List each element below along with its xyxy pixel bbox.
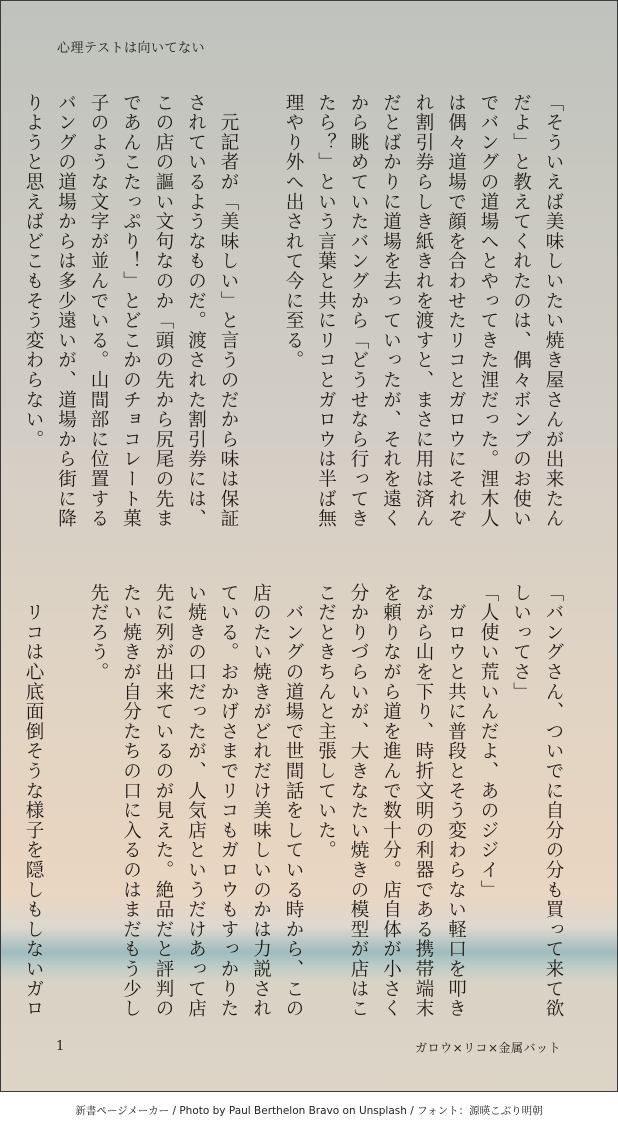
lower-text-column: ながら山を下り、時折文明の利器である携帯端末 — [413, 583, 434, 1019]
upper-text-column: たら？」という言葉と共にリコとガロウは半ば無 — [315, 93, 337, 529]
lower-text-column: ている。おかげさまでリコもガロウもすっかりた — [218, 583, 239, 1019]
lower-text-column: しいってさ」 — [510, 583, 532, 702]
lower-text-column: 「バングさん、ついでに自分の分も買って来て欲 — [543, 583, 564, 1019]
upper-text-column: でバングの道場へとやってきた浬だった。浬木人 — [478, 93, 499, 529]
upper-text-column: りようと思えばどこもそう変わらない。 — [23, 93, 44, 450]
upper-text-column: この店の謳い文句なのか「頭の先から尻尾の先ま — [153, 93, 174, 529]
upper-text-column: 「そういえば美味しいたい焼き屋さんが出来たん — [543, 93, 564, 529]
lower-text-column: 先だろう。 — [88, 583, 109, 682]
lower-text-column: たい焼きが自分たちの口に入るのはまだもう少し — [120, 583, 142, 1019]
upper-text-column: は偶々道場で顔を合わせたリコとガロウにそれぞ — [445, 93, 467, 529]
upper-text-column: であんこたっぷり！」とどこかのチョコレート菓 — [120, 93, 142, 529]
text-block-upper — [17, 93, 570, 533]
lower-text-column: 店のたい焼きがどれだけ美味しいのかは力説され — [250, 583, 272, 1019]
upper-text-column: 子のような文字が並んでいる。山間部に位置する — [88, 93, 109, 529]
upper-text-column: だとばかりに道場を去っていったが、それを遠く — [380, 93, 402, 529]
page-number: 1 — [56, 1039, 65, 1054]
lower-text-column: 分かりづらいが、大きなたい焼きの模型が店はこ — [348, 583, 369, 1019]
lower-text-column — [49, 583, 82, 1023]
lower-text-column: を頼りながら道を進んで数十分。店自体が小さく — [380, 583, 402, 1019]
lower-text-column: ガロウと共に普段とそう変わらない軽口を叩き — [445, 583, 467, 1019]
lower-text-column: 先に列が出来ているのが見えた。絶品だと評判の — [153, 583, 174, 1019]
running-footer-title: ガロウ×リコ×金属バット — [415, 1041, 561, 1055]
lower-text-column: リコは心底面倒そうな様子を隠しもしないガロ — [23, 583, 44, 1019]
upper-text-column: れ割引券らしき紙きれを渡すと、まさに用は済ん — [413, 93, 434, 529]
upper-text-column — [244, 93, 277, 533]
lower-text-column: こだときちんと主張していた。 — [315, 583, 337, 861]
upper-text-column: されているようなものだ。渡された割引券には、 — [185, 93, 207, 529]
upper-text-column: から眺めていたバングから「どうせなら行ってき — [348, 93, 369, 529]
lower-text-column: バングの道場で世間話をしている時から、この — [283, 583, 304, 1019]
upper-text-column: バングの道場からは多少遠いが、道場から街に降 — [55, 93, 77, 529]
upper-text-column: 元記者が「美味しい」と言うのだから味は保証 — [218, 93, 239, 529]
credit-line: 新書ページメーカー / Photo by Paul Berthelon Bravo on Unsplash / フォント：源暎こぶり明朝 — [75, 1105, 543, 1117]
running-header: 心理テストは向いてない — [57, 41, 205, 56]
text-block-lower — [17, 583, 570, 1023]
lower-text-column: い焼きの口だったが、人気店というだけあって店 — [185, 583, 207, 1019]
upper-text-column: だよ」と教えてくれたのは、偶々ボンブのお使い — [510, 93, 532, 529]
lower-text-column: 「人使い荒いんだよ、あのジジイ」 — [478, 583, 499, 900]
upper-text-column: 理やり外へ出されて今に至る。 — [283, 93, 304, 371]
